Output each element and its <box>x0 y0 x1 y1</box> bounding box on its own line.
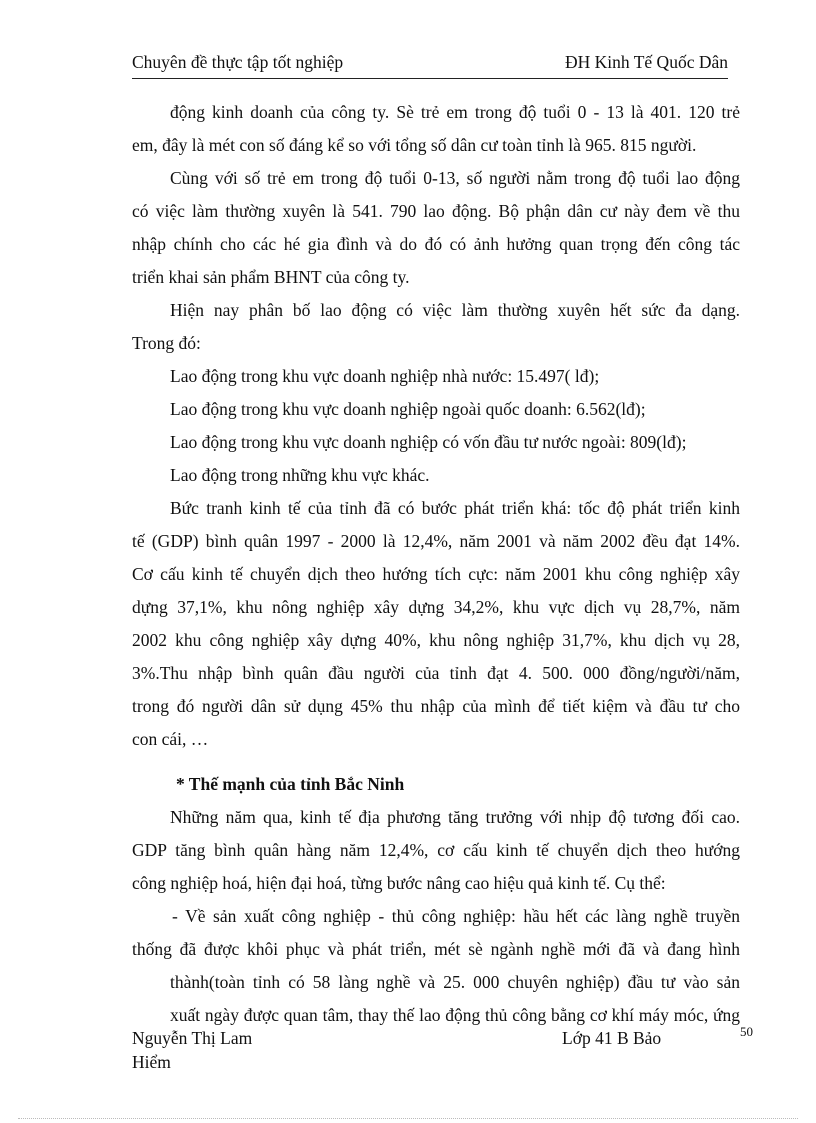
text-line: động kinh doanh của công ty. Sè trẻ em trong độ tuổi 0 - 13 là 401. 120 trẻ <box>170 102 740 122</box>
text-line: dựng 37,1%, khu nông nghiệp xây dựng 34,2%, khu vực dịch vụ 28,7%, năm <box>132 597 740 617</box>
author-name-continued: Hiểm <box>132 1052 171 1072</box>
list-item: Lao động trong khu vực doanh nghiệp có vốn đầu tư nước ngoài: 809(lđ); <box>170 432 687 452</box>
page-number: 50 <box>740 1024 753 1039</box>
text-line: có việc làm thường xuyên là 541. 790 lao động. Bộ phận dân cư này đem về thu <box>132 201 740 221</box>
text-line: thành(toàn tỉnh có 58 làng nghề và 25. 000 chuyên nghiệp) đầu tư vào sản <box>170 972 740 992</box>
text-line: trong đó người dân sử dụng 45% thu nhập của mình để tiết kiệm và đầu tư cho <box>132 696 740 716</box>
text-line: con cái, … <box>132 729 209 749</box>
text-line: Những năm qua, kinh tế địa phương tăng trưởng với nhịp độ tương đối cao. <box>170 807 740 827</box>
list-item: Lao động trong khu vực doanh nghiệp nhà nước: 15.497( lđ); <box>170 366 600 386</box>
text-line: Trong đó: <box>132 333 201 353</box>
text-line: Hiện nay phân bố lao động có việc làm thường xuyên hết sức đa dạng. <box>170 300 740 320</box>
text-line: thống đã được khôi phục và phát triển, mét sè ngành nghề mới đã và đang hình <box>132 939 740 959</box>
list-item: Lao động trong những khu vực khác. <box>170 465 430 485</box>
document-body <box>132 96 740 1032</box>
text-line: 3%.Thu nhập bình quân đầu người của tỉnh đạt 4. 500. 000 đồng/người/năm, <box>132 663 740 683</box>
page-header <box>132 52 728 79</box>
header-title: Chuyên đề thực tập tốt nghiệp <box>132 52 344 72</box>
list-item: Lao động trong khu vực doanh nghiệp ngoài quốc doanh: 6.562(lđ); <box>170 399 646 419</box>
text-line: Cùng với số trẻ em trong độ tuổi 0-13, số người nằm trong độ tuổi lao động <box>170 168 740 188</box>
footer-class: Lớp 41 B Bảo <box>562 1028 662 1048</box>
text-line: GDP tăng bình quân hàng năm 12,4%, cơ cấu kinh tế chuyển dịch theo hướng <box>132 840 740 860</box>
author-name: Nguyễn Thị Lam <box>132 1028 253 1048</box>
text-line: Cơ cấu kinh tế chuyển dịch theo hướng tích cực: năm 2001 khu công nghiệp xây <box>132 564 740 584</box>
text-line: em, đây là mét con số đáng kể so với tổng số dân cư toàn tỉnh là 965. 815 người. <box>132 135 697 155</box>
section-heading: * Thế mạnh của tỉnh Bắc Ninh <box>176 774 405 794</box>
page-boundary <box>18 1118 798 1119</box>
text-line: xuất ngày được quan tâm, thay thế lao động thủ công bằng cơ khí máy móc, ứng <box>170 1005 740 1025</box>
text-line: Bức tranh kinh tế của tỉnh đã có bước phát triển khá: tốc độ phát triển kinh <box>170 498 740 518</box>
text-line: nhập chính cho các hé gia đình và do đó có ảnh hưởng quan trọng đến công tác <box>132 234 740 254</box>
text-line: triển khai sản phẩm BHNT của công ty. <box>132 267 410 287</box>
footer-author <box>132 1026 252 1074</box>
text-line: 2002 khu công nghiệp xây dựng 40%, khu nông nghiệp 31,7%, khu dịch vụ 28, <box>132 630 740 650</box>
header-university: ĐH Kinh Tế Quốc Dân <box>565 52 728 72</box>
text-line: công nghiệp hoá, hiện đại hoá, từng bước nâng cao hiệu quả kinh tế. Cụ thể: <box>132 873 666 893</box>
text-line: tế (GDP) bình quân 1997 - 2000 là 12,4%, năm 2001 và năm 2002 đều đạt 14%. <box>132 531 740 551</box>
text-line: - Về sản xuất công nghiệp - thủ công nghiệp: hầu hết các làng nghề truyền <box>172 906 740 926</box>
